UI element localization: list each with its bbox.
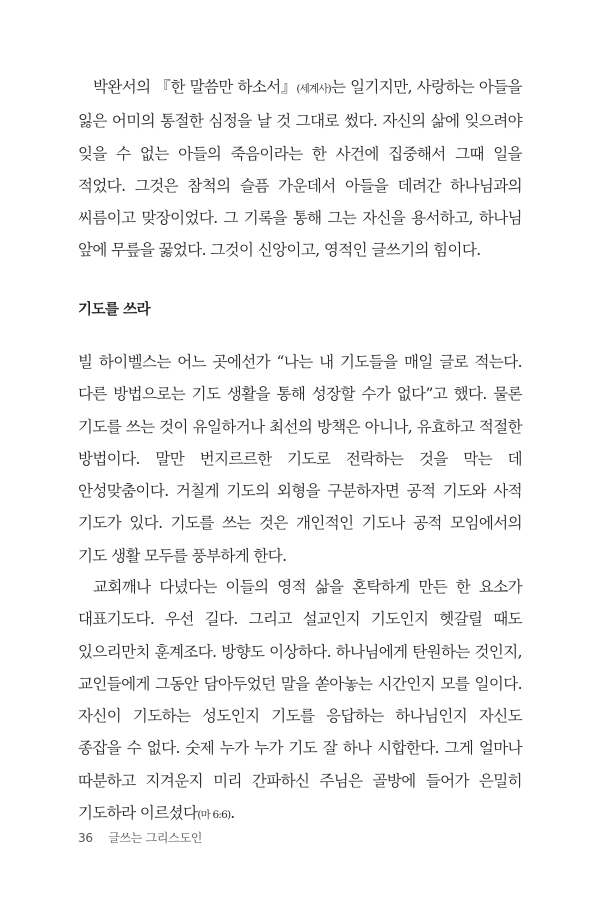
- paragraph-end: .: [230, 804, 235, 823]
- paragraph-representative-prayer: [78, 571, 522, 831]
- page-number: 36: [78, 831, 93, 845]
- running-title: 글쓰는 그리스도인: [108, 831, 203, 845]
- paragraph-lead: 박완서의 『한 말씀만 하소서』: [93, 78, 297, 96]
- paragraph-bill-hybels: 빌 하이벨스는 어느 곳에선가 “나는 내 기도들을 매일 글로 적는다. 다른 방법으로는 기도 생활을 통해 성장할 수가 없다”고 했다. 물론 기도를 쓰는 것이 유일하거나 최선의 방책은 아니나, 유효하고 적절한 방법이다. 말만 번지르르한 기도로 전락하는 것을 막는 데 안성맞춤이다. 거칠게 기도의 외형을 구분하자면 공적 기도와 사적 기도가 있다. 기도를 쓰는 것은 개인적인 기도나 공적 모임에서의 기도 생활 모두를 풍부하게 한다.: [78, 353, 522, 565]
- paragraph-park-wanseo: [78, 71, 522, 267]
- publisher-note: (세계사): [296, 83, 331, 95]
- paragraph-rest: 는 일기지만, 사랑하는 아들을 잃은 어미의 통절한 심정을 날 것 그대로 썼다. 자신의 삶에 잊으려야 잊을 수 없는 아들의 죽음이라는 한 사건에 집중해서 그때 일을 적었다. 그것은 참척의 슬픔 가운데서 아들을 데려간 하나님과의 씨름이고 맞장이었다. 그 기록을 통해 그는 자신을 용서하고, 하나님 앞에 무릎을 꿇었다. 그것이 신앙이고, 영적인 글쓰기의 힘이다.: [78, 78, 522, 260]
- scripture-citation: (마 6:6): [197, 809, 231, 822]
- section-heading: 기도를 쓰라: [78, 302, 151, 318]
- paragraph-body: 교회깨나 다녔다는 이들의 영적 삶을 혼탁하게 만든 한 요소가 대표기도다. 우선 길다. 그리고 설교인지 기도인지 헷갈릴 때도 있으리만치 훈계조다. 방향도 이상하다. 하나님에게 탄원하는 것인지, 교인들에게 그동안 담아두었던 말을 쏟아놓는 시간인지 모를 일이다. 자신이 기도하는 성도인지 기도를 응답하는 하나님인지 자신도 종잡을 수 없다. 숫제 누가 누가 기도 잘 하나 시합한다. 그게 얼마나 따분하고 지겨운지 미리 간파하신 주님은 골방에 들어가 은밀히 기도하라 이르셨다: [78, 578, 522, 823]
- page-footer: [78, 829, 202, 846]
